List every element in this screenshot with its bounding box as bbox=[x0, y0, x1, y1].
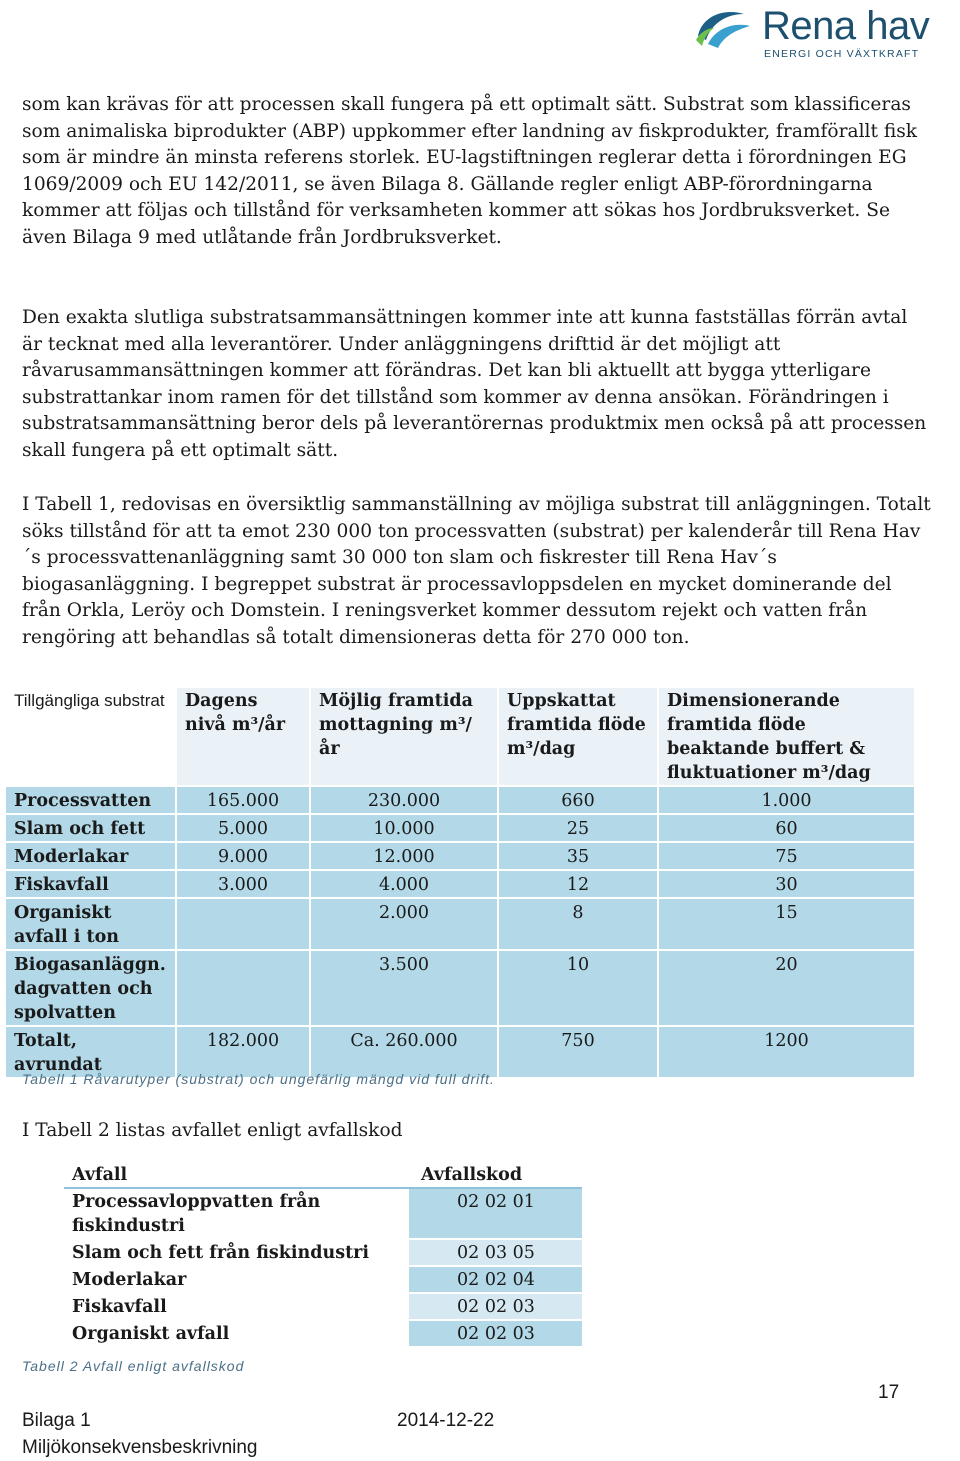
table1-caption: Tabell 1 Råvarutyper (substrat) och ungefärlig mängd vid full drift. bbox=[22, 1071, 495, 1087]
table-cell: 02 02 04 bbox=[409, 1266, 582, 1293]
table-header: Dagens nivå m³/år bbox=[176, 688, 310, 786]
table-cell: Fiskavfall bbox=[6, 870, 176, 898]
footer-attachment: Bilaga 1 bbox=[22, 1410, 91, 1431]
table-row bbox=[64, 1239, 582, 1266]
table-cell: 3.500 bbox=[310, 950, 498, 1026]
footer-date: 2014-12-22 bbox=[397, 1410, 495, 1431]
table-cell: 02 02 03 bbox=[409, 1320, 582, 1347]
table2-intro: I Tabell 2 listas avfallet enligt avfallskod bbox=[22, 1120, 403, 1141]
table-row bbox=[64, 1266, 582, 1293]
logo-wordmark: Rena hav bbox=[762, 4, 930, 48]
table-cell: Totalt, avrundat bbox=[6, 1026, 176, 1077]
table-cell: 230.000 bbox=[310, 786, 498, 814]
table-row bbox=[64, 1320, 582, 1347]
table-cell: 5.000 bbox=[176, 814, 310, 842]
table-row bbox=[64, 1188, 582, 1239]
rena-hav-logo bbox=[694, 4, 956, 66]
table-cell: Moderlakar bbox=[6, 842, 176, 870]
table-cell: 30 bbox=[658, 870, 914, 898]
waste-code-table bbox=[64, 1162, 582, 1348]
table-cell: 35 bbox=[498, 842, 658, 870]
table-cell: 660 bbox=[498, 786, 658, 814]
table-cell: 2.000 bbox=[310, 898, 498, 950]
table-header-row bbox=[6, 688, 914, 786]
table-cell: 02 02 03 bbox=[409, 1293, 582, 1320]
table-row bbox=[6, 786, 914, 814]
table-cell: Processvatten bbox=[6, 786, 176, 814]
table-cell: 182.000 bbox=[176, 1026, 310, 1077]
table-cell: 1200 bbox=[658, 1026, 914, 1077]
table-cell: 15 bbox=[658, 898, 914, 950]
table-cell: 12 bbox=[498, 870, 658, 898]
table-row bbox=[64, 1293, 582, 1320]
table-header: Tillgängliga substrat bbox=[6, 688, 176, 786]
table-header: Uppskattat framtida flöde m³/dag bbox=[498, 688, 658, 786]
table-cell: 02 02 01 bbox=[409, 1188, 582, 1239]
footer-doc-title: Miljökonsekvensbeskrivning bbox=[22, 1437, 258, 1458]
table-cell: Organiskt avfall bbox=[64, 1320, 409, 1347]
paragraph-3: I Tabell 1, redovisas en översiktlig sammanställning av möjliga substrat till anläggningen. Totalt söks tillstånd för att ta emot 230 000 ton processvatten (substrat) per kalenderår till Rena Hav´s processvattenanläggning samt 30 000 ton slam och fiskrester till Rena Hav´s biogasanläggning. I begreppet substrat är processavloppsdelen en mycket dominerande del från Orkla, Leröy och Domstein. I reningsverket kommer dessutom rejekt och vatten från rengöring att behandlas så totalt dimensioneras detta för 270 000 ton. bbox=[22, 494, 931, 648]
table-header: Avfall bbox=[64, 1162, 409, 1188]
table-row bbox=[6, 898, 914, 950]
table-cell bbox=[176, 898, 310, 950]
table-cell: 10 bbox=[498, 950, 658, 1026]
table-row bbox=[6, 870, 914, 898]
table-cell: 25 bbox=[498, 814, 658, 842]
table2-caption: Tabell 2 Avfall enligt avfallskod bbox=[22, 1358, 245, 1374]
table-header-row bbox=[64, 1162, 582, 1188]
table-cell: 750 bbox=[498, 1026, 658, 1077]
table-cell: 12.000 bbox=[310, 842, 498, 870]
table-cell: 1.000 bbox=[658, 786, 914, 814]
table-cell: 10.000 bbox=[310, 814, 498, 842]
table-cell: Organiskt avfall i ton bbox=[6, 898, 176, 950]
table-cell: 9.000 bbox=[176, 842, 310, 870]
table-cell: Slam och fett från fiskindustri bbox=[64, 1239, 409, 1266]
table-cell: 8 bbox=[498, 898, 658, 950]
table-cell: 75 bbox=[658, 842, 914, 870]
table-cell: 60 bbox=[658, 814, 914, 842]
table-header: Dimensionerande framtida flöde beaktande buffert & fluktuationer m³/dag bbox=[658, 688, 914, 786]
table-cell: 3.000 bbox=[176, 870, 310, 898]
logo-tagline: ENERGI OCH VÄXTKRAFT bbox=[764, 48, 920, 60]
table-header: Möjlig framtida mottagning m³/år bbox=[310, 688, 498, 786]
table-cell: Biogasanläggn. dagvatten och spolvatten bbox=[6, 950, 176, 1026]
table-header: Avfallskod bbox=[409, 1162, 582, 1188]
table-cell: 165.000 bbox=[176, 786, 310, 814]
table-cell bbox=[176, 950, 310, 1026]
table-row bbox=[6, 842, 914, 870]
table-cell: Moderlakar bbox=[64, 1266, 409, 1293]
table-row bbox=[6, 950, 914, 1026]
paragraph-1: som kan krävas för att processen skall fungera på ett optimalt sätt. Substrat som klassificeras som animaliska biprodukter (ABP) uppkommer efter landning av fiskprodukter, framförallt fisk som är mindre än minsta referens storlek. EU-lagstiftningen reglerar detta i förordningen EG 1069/2009 och EU 142/2011, se även Bilaga 8. Gällande regler enligt ABP-förordningarna kommer att följas och tillstånd för verksamheten kommer att sökas hos Jordbruksverket. Se även Bilaga 9 med utlåtande från Jordbruksverket. bbox=[22, 94, 918, 248]
paragraph-2: Den exakta slutliga substratsammansättningen kommer inte att kunna fastställas förrän avtal är tecknat med alla leverantörer. Under anläggningens drifttid är det möjligt att råvarusammansättningen kommer att förändras. Det kan bli aktuellt att bygga ytterligare substrattankar inom ramen för det tillstånd som kommer av denna ansökan. Förändringen i substratsammansättning beror dels på leverantörernas produktmix men också på att processen skall fungera på ett optimalt sätt. bbox=[22, 307, 927, 461]
logo-swoosh-icon bbox=[694, 6, 752, 48]
table-cell: 20 bbox=[658, 950, 914, 1026]
table-cell: Fiskavfall bbox=[64, 1293, 409, 1320]
table-cell: 02 03 05 bbox=[409, 1239, 582, 1266]
table-cell: Processavloppvatten från fiskindustri bbox=[64, 1188, 409, 1239]
page-number: 17 bbox=[878, 1382, 900, 1403]
table-cell: Slam och fett bbox=[6, 814, 176, 842]
table-cell: Ca. 260.000 bbox=[310, 1026, 498, 1077]
table-row bbox=[6, 814, 914, 842]
substrate-table bbox=[6, 688, 914, 1077]
table-row-total bbox=[6, 1026, 914, 1077]
table-cell: 4.000 bbox=[310, 870, 498, 898]
